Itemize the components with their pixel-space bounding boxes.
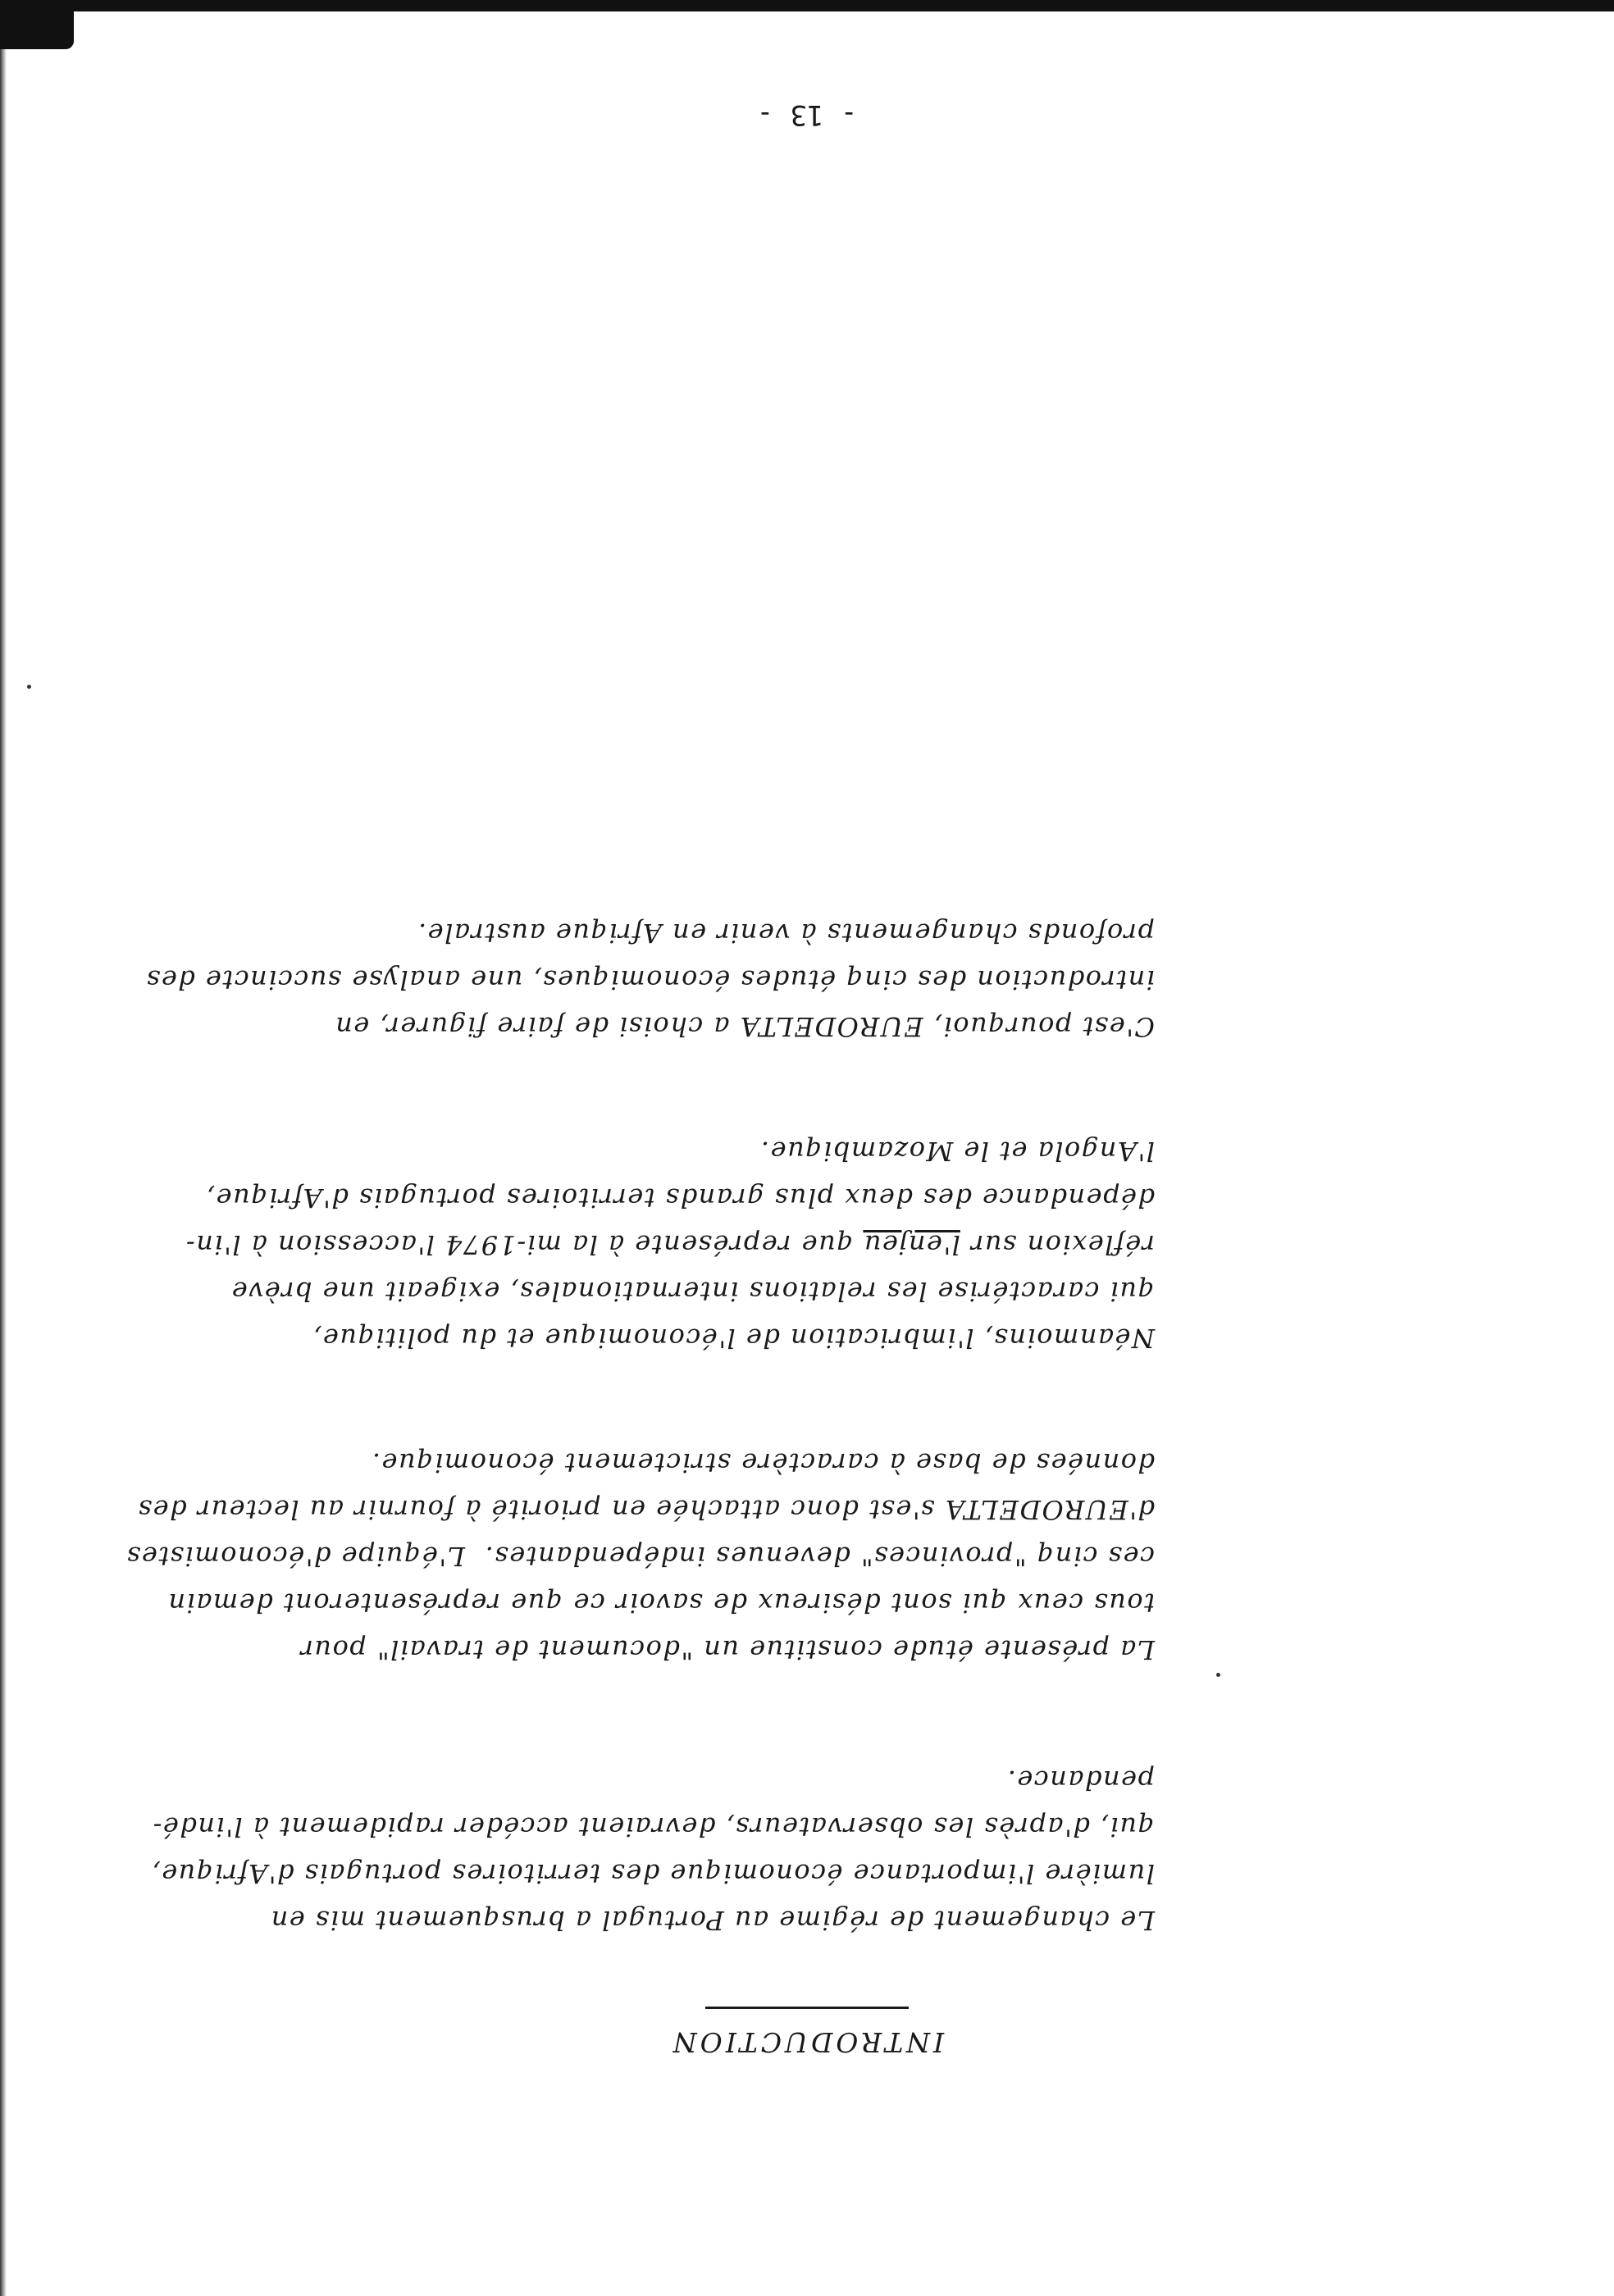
scan-speck: [27, 685, 31, 689]
underlined-word: l'enjeu: [863, 1229, 960, 1260]
text-line: C'est pourquoi, EURODELTA a choisi de faire figurer, en: [334, 1011, 1155, 1042]
text-line: l'Angola et le Mozambique.: [759, 1136, 1155, 1167]
text-line: Néanmoins, l'imbrication de l'économique et du politique,: [312, 1323, 1155, 1354]
page-number: - 13 -: [756, 98, 858, 131]
text-fragment: que représente à la mi-1974 l'accession à l'in-: [185, 1229, 864, 1260]
text-line: Le changement de régime au Portugal a brusquement mis en: [270, 1905, 1155, 1936]
text-line: qui, d'après les observateurs, devraient accéder rapidement à l'indé-: [152, 1811, 1155, 1843]
text-line: pendance.: [1006, 1765, 1155, 1796]
text-line: ces cinq "provinces" devenues indépendantes. L'équipe d'économistes: [125, 1541, 1155, 1572]
text-fragment: réflexion sur: [960, 1229, 1155, 1260]
title-underline: [705, 2007, 909, 2009]
document-title: INTRODUCTION: [669, 2026, 945, 2058]
scan-corner-mark: [0, 0, 74, 49]
paragraph-4: [145, 909, 1155, 1050]
text-line: données de base à caractère strictement économique.: [371, 1447, 1155, 1478]
paragraph-2: [125, 1439, 1155, 1673]
text-line: d'EURODELTA s'est donc attachée en priorité à fournir au lecteur des: [137, 1494, 1155, 1525]
text-line: [185, 1229, 1155, 1260]
text-line: profonds changements à venir en Afrique australe.: [417, 918, 1155, 949]
scan-edge-border: [0, 0, 1614, 11]
text-line: dépendance des deux plus grands territoires portugais d'Afrique,: [205, 1182, 1155, 1214]
text-line: introduction des cinq études économiques, une analyse succincte des: [145, 964, 1155, 995]
text-line: lumière l'importance économique des territoires portugais d'Afrique,: [151, 1858, 1155, 1889]
scan-edge-shadow: [0, 0, 7, 2296]
paragraph-3: [154, 1128, 1155, 1361]
paragraph-1: [151, 1756, 1155, 1943]
text-line: qui caractérise les relations internationales, exigeait une brève: [230, 1276, 1155, 1307]
text-line: La présente étude constitue un "document de travail" pour: [299, 1634, 1155, 1665]
scan-speck: [1216, 1673, 1220, 1677]
text-line: tous ceux qui sont désireux de savoir ce que représenteront demain: [167, 1588, 1155, 1619]
